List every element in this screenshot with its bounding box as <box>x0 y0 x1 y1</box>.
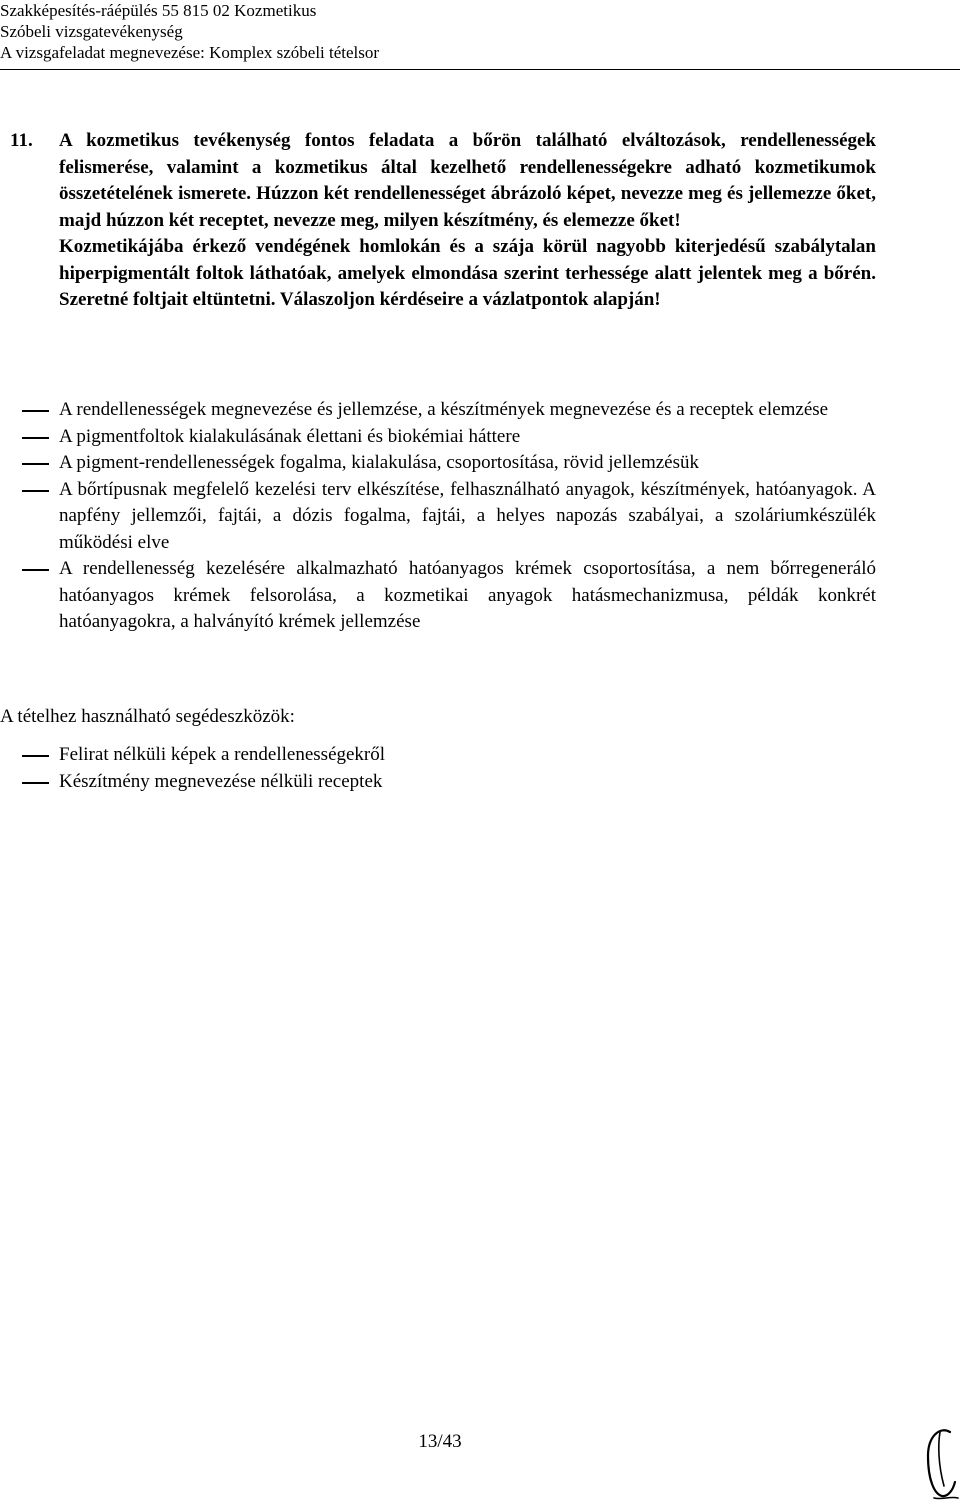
tools-heading: A tételhez használható segédeszközök: <box>0 706 295 727</box>
task-paragraph-case: Kozmetikájába érkező vendégének homlokán és a szája körül nagyobb kiterjedésű szabálytalan hiperpigmentált foltok láthatóak, amelyek elmondása szerint terhessége alatt jelentek meg a bőrén. Szeretné foltjait eltüntetni. Válaszoljon kérdéseire a vázlatpontok alapján! <box>59 236 876 310</box>
dash-bullet-icon <box>22 437 49 439</box>
page-header <box>0 0 960 70</box>
dash-bullet-icon <box>22 490 49 492</box>
task-block <box>10 128 876 314</box>
page-number: 13/43 <box>418 1431 462 1452</box>
outline-item-text: A rendellenességek megnevezése és jellemzése, a készítmények megnevezése és a receptek elemzése <box>59 399 829 420</box>
dash-bullet-icon <box>22 782 49 784</box>
tools-item <box>22 742 876 769</box>
outline-item-text: A bőrtípusnak megfelelő kezelési terv elkészítése, felhasználható anyagok, készítmények, hatóanyagok. A napfény jellemzői, fajtái, a dózis fogalma, fajtái, a helyes napozás szabályai, a szoláriumkészülék működési elve <box>59 478 876 553</box>
header-qualification: Szakképesítés-ráépülés 55 815 02 Kozmetikus <box>0 1 317 20</box>
header-task-name: A vizsgafeladat megnevezése: Komplex szóbeli tételsor <box>0 43 380 62</box>
tools-item-text: Készítmény megnevezése nélküli receptek <box>59 770 383 792</box>
outline-item-text: A pigmentfoltok kialakulásának élettani és biokémiai háttere <box>59 425 521 447</box>
outline-item <box>22 477 876 557</box>
task-text <box>59 128 876 314</box>
task-paragraph-intro: A kozmetikus tevékenység fontos feladata a bőrön található elváltozások, rendellenességek felismerése, valamint a kozmetikus által kezelhető rendellenességekre adható kozmetikumok összetételének ismerete. Húzzon két rendellenességet ábrázoló képet, nevezze meg és jellemezze őket, majd húzzon két receptet, nevezze meg, milyen készítmény, és elemezze őket! <box>59 130 876 231</box>
outline-item-text: A rendellenesség kezelésére alkalmazható hatóanyagos krémek csoportosítása, a nem bőrregeneráló hatóanyagos krémek felsorolása, a kozmetikai anyagok hatásmechanizmusa, példák konkrét hatóanyagokra, a halványító krémek jellemzése <box>59 558 876 632</box>
outline-item <box>22 556 876 636</box>
outline-item <box>22 397 876 424</box>
outline-list <box>22 397 876 636</box>
outline-item <box>22 450 876 477</box>
dash-bullet-icon <box>22 410 49 412</box>
signature-mark-icon <box>920 1424 960 1503</box>
dash-bullet-icon <box>22 755 49 757</box>
dash-bullet-icon <box>22 569 49 571</box>
header-exam-activity: Szóbeli vizsgatevékenység <box>0 22 183 41</box>
tools-list <box>22 742 876 795</box>
tools-item-text: Felirat nélküli képek a rendellenességekről <box>59 744 386 765</box>
tools-item <box>22 769 876 796</box>
outline-item-text: A pigment-rendellenességek fogalma, kialakulása, csoportosítása, rövid jellemzésük <box>59 452 699 473</box>
dash-bullet-icon <box>22 463 49 465</box>
task-number: 11. <box>10 130 33 151</box>
outline-item <box>22 424 876 451</box>
